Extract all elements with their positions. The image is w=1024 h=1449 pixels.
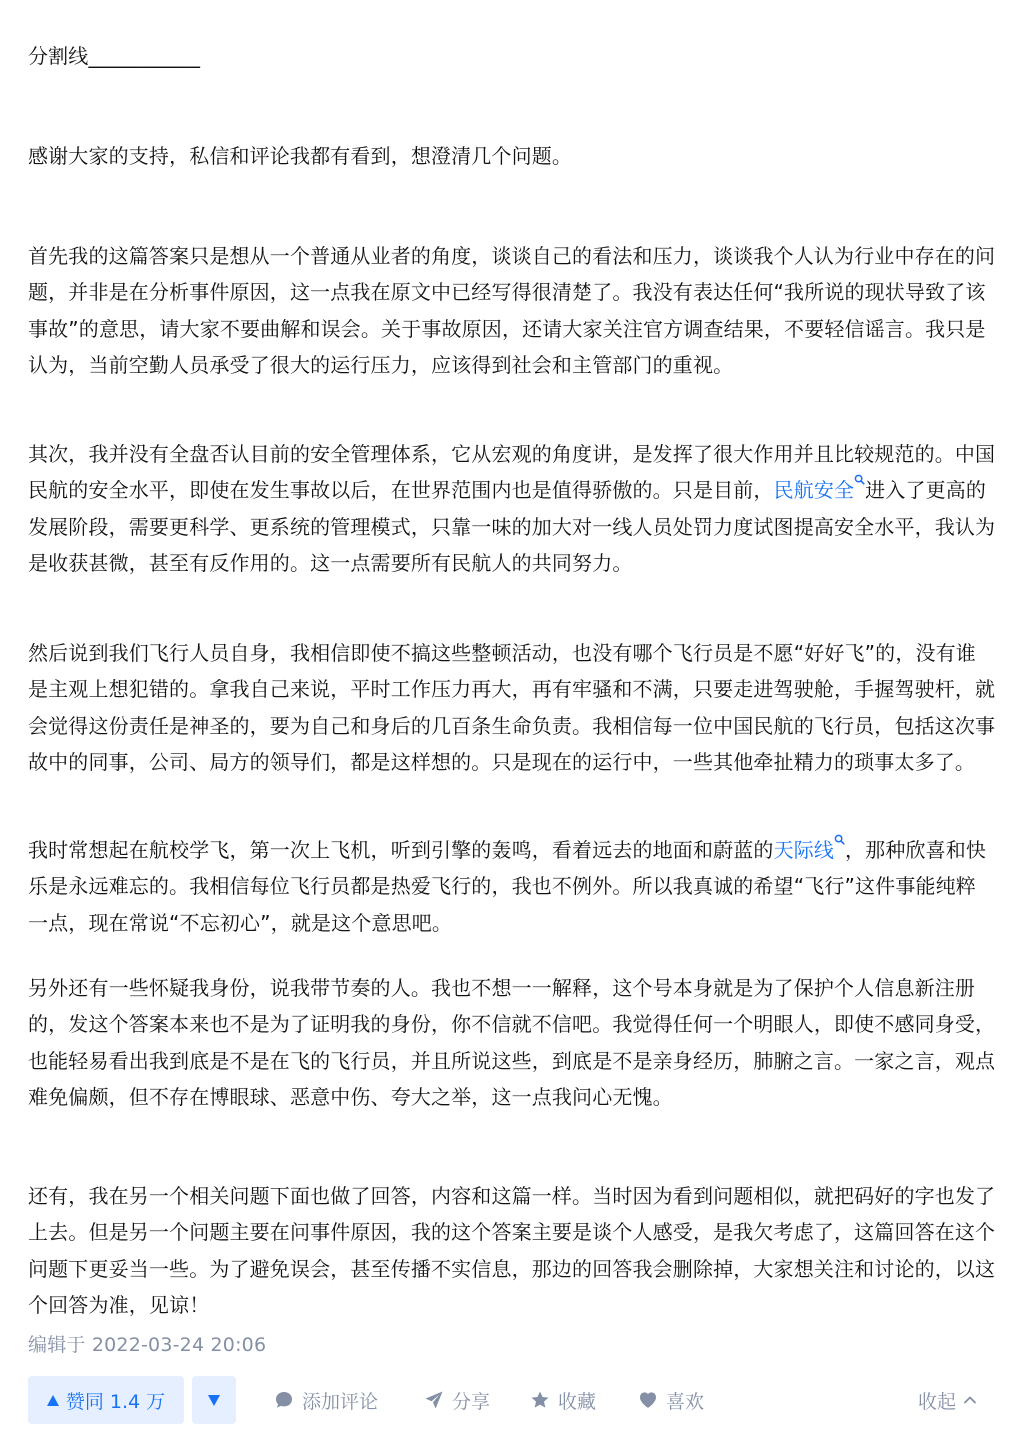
keyword-link-label: 天际线 xyxy=(773,838,835,862)
add-comment-label: 添加评论 xyxy=(302,1390,379,1413)
chevron-up-icon xyxy=(962,1392,978,1408)
heart-icon xyxy=(638,1390,658,1410)
comment-bubble-icon xyxy=(274,1390,294,1410)
collect-label: 收藏 xyxy=(558,1390,597,1413)
share-label: 分享 xyxy=(452,1390,491,1413)
answer-action-bar xyxy=(28,1376,996,1426)
paragraph-text: 其次，我并没有全盘否认目前的安全管理体系，它从宏观的角度讲，是发挥了很大作用并且比较规范的。中国民航的安全水平，即使在发生事故以后，在世界范围内也是值得骄傲的。只是目前， xyxy=(28,442,996,503)
triangle-down-icon xyxy=(208,1395,220,1406)
collapse-label: 收起 xyxy=(918,1390,957,1413)
search-icon xyxy=(854,474,865,488)
paragraph-first-point: 首先我的这篇答案只是想从一个普通从业者的角度，谈谈自己的看法和压力，谈谈我个人认为行业中存在的问题，并非是在分析事件原因，这一点我在原文中已经写得很清楚了。我没有表达任何“我所说的现状导致了该事故”的意思，请大家不要曲解和误会。关于事故原因，还请大家关注官方调查结果，不要轻信谣言。我只是认为，当前空勤人员承受了很大的运行压力，应该得到社会和主管部门的重视。 xyxy=(28,244,996,378)
like-button[interactable] xyxy=(638,1376,704,1424)
edit-timestamp: 编辑于 2022-03-24 20:06 xyxy=(28,1334,267,1356)
paper-plane-icon xyxy=(424,1390,444,1410)
add-comment-button[interactable] xyxy=(274,1376,378,1424)
keyword-link-label: 民航安全 xyxy=(773,478,855,503)
star-icon xyxy=(530,1390,550,1410)
divider-line: 分割线___________ xyxy=(28,44,201,68)
paragraph-text: 我时常想起在航校学飞，第一次上飞机，听到引擎的轰鸣，看着远去的地面和蔚蓝的 xyxy=(28,838,774,862)
keyword-link-civil-aviation-safety[interactable] xyxy=(774,478,866,502)
paragraph-text: ，那种欣喜和快乐是永远难忘的。我相信每位飞行员都是热爱飞行的，我也不例外。所以我真诚的希望“飞行”这件事能纯粹一点，现在常说“不忘初心”，就是这个意思吧。 xyxy=(28,838,987,935)
paragraph-text: 进入了更高的发展阶段，需要更科学、更系统的管理模式，只靠一味的加大对一线人员处罚力度试图提高安全水平，我认为是收获甚微，甚至有反作用的。这一点需要所有民航人的共同努力。 xyxy=(28,478,996,576)
search-icon xyxy=(834,834,845,848)
triangle-up-icon xyxy=(47,1395,59,1406)
paragraph-memories xyxy=(28,832,996,941)
collapse-button[interactable] xyxy=(918,1376,978,1424)
paragraph-second-point xyxy=(28,436,996,582)
vote-up-label: 赞同 1.4 万 xyxy=(65,1390,166,1413)
paragraph-pilots: 然后说到我们飞行人员自身，我相信即使不搞这些整顿活动，也没有哪个飞行员是不愿“好好飞”的，没有谁是主观上想犯错的。拿我自己来说，平时工作压力再大，再有牢骚和不满，只要走进驾驶舱，手握驾驶杆，就会觉得这份责任是神圣的，要为自己和身后的几百条生命负责。我相信每一位中国民航的飞行员，包括这次事故中的同事，公司、局方的领导们，都是这样想的。只是现在的运行中，一些其他牵扯精力的琐事太多了。 xyxy=(28,641,996,775)
vote-down-button[interactable] xyxy=(192,1376,236,1424)
paragraph-identity: 另外还有一些怀疑我身份，说我带节奏的人。我也不想一一解释，这个号本身就是为了保护个人信息新注册的，发这个答案本来也不是为了证明我的身份，你不信就不信吧。我觉得任何一个明眼人，即使不感同身受，也能轻易看出我到底是不是在飞的飞行员，并且所说这些，到底是不是亲身经历，肺腑之言。一家之言，观点难免偏颇，但不存在博眼球、恶意中伤、夸大之举，这一点我问心无愧。 xyxy=(28,976,996,1110)
keyword-link-skyline[interactable] xyxy=(774,838,845,862)
collect-button[interactable] xyxy=(530,1376,596,1424)
vote-up-button[interactable] xyxy=(28,1376,184,1424)
paragraph-other-answer: 还有，我在另一个相关问题下面也做了回答，内容和这篇一样。当时因为看到问题相似，就把码好的字也发了上去。但是另一个问题主要在问事件原因，我的这个答案主要是谈个人感受，是我欠考虑了，这篇回答在这个问题下更妥当一些。为了避免误会，甚至传播不实信息，那边的回答我会删除掉，大家想关注和讨论的，以这个回答为准，见谅！ xyxy=(28,1184,996,1318)
like-label: 喜欢 xyxy=(666,1390,705,1413)
share-button[interactable] xyxy=(424,1376,490,1424)
paragraph-thanks: 感谢大家的支持，私信和评论我都有看到，想澄清几个问题。 xyxy=(28,144,573,168)
